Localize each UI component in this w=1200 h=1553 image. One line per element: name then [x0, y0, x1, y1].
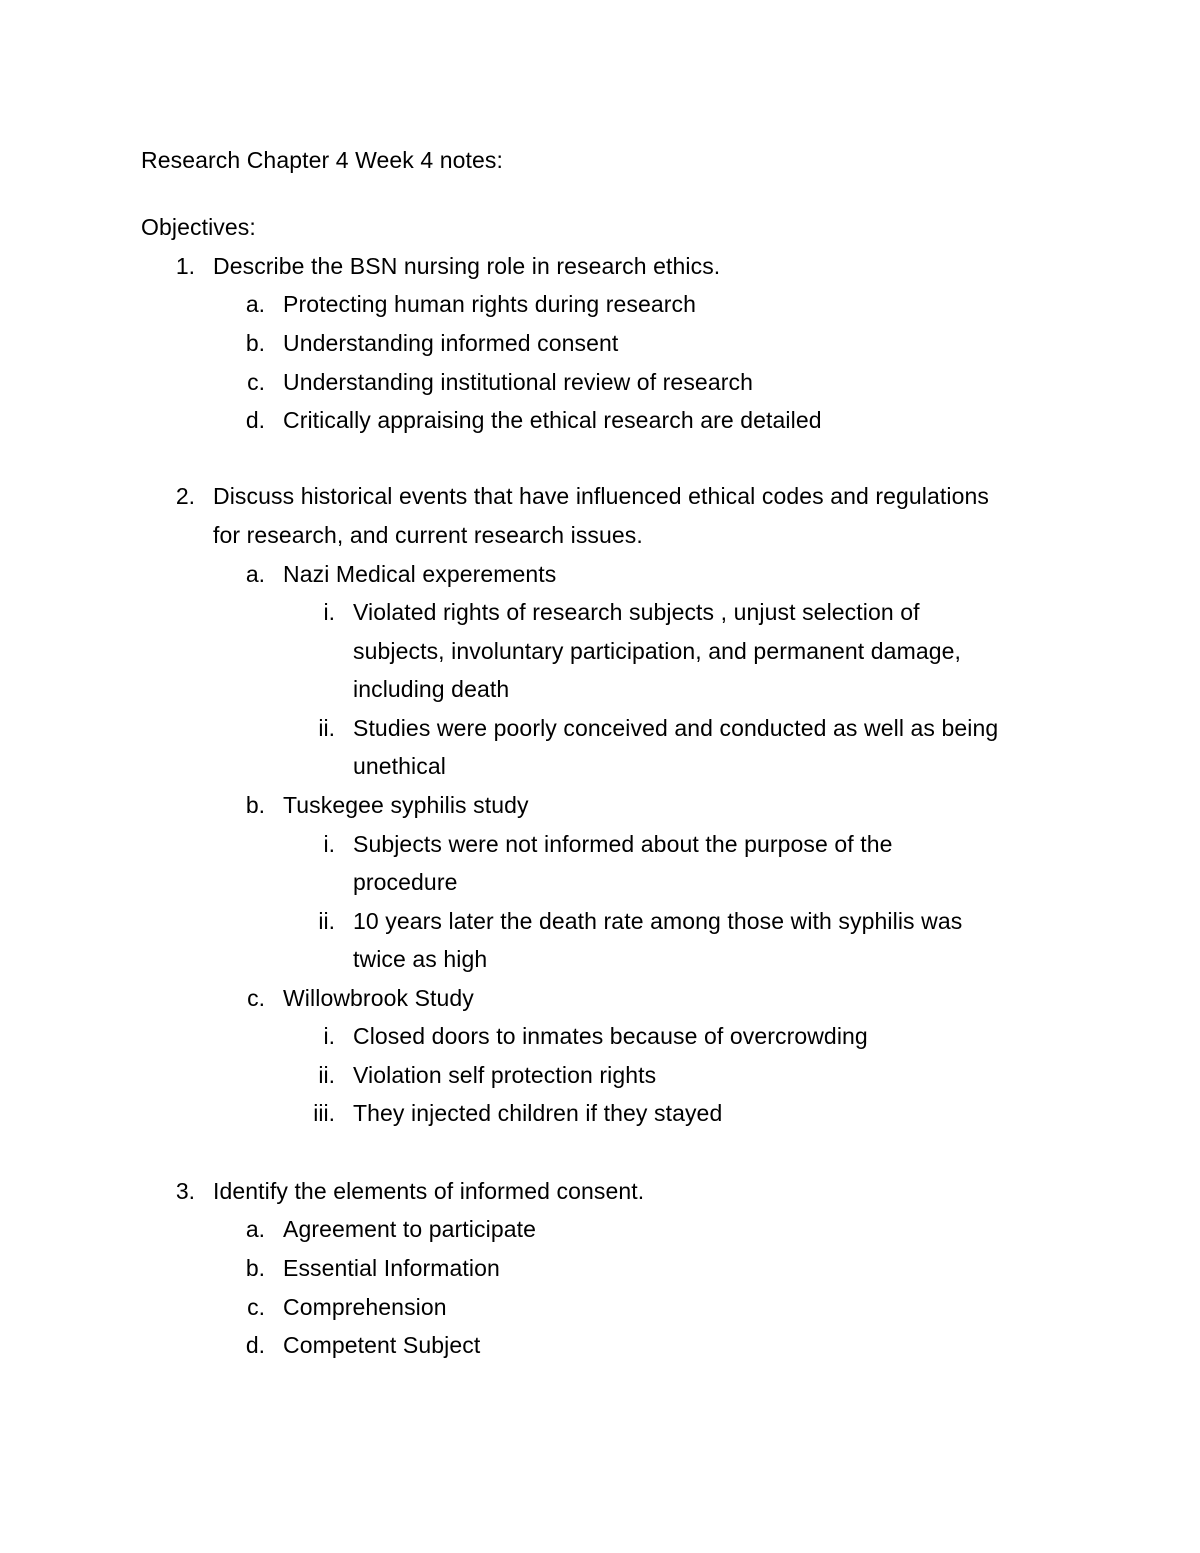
- subitem-marker: i.: [323, 1023, 335, 1049]
- subitem-text: Violation self protection rights: [353, 1062, 657, 1088]
- item-text: Critically appraising the ethical research are detailed: [283, 407, 822, 433]
- subitem-text: twice as high: [353, 946, 488, 972]
- item-text: Comprehension: [283, 1294, 447, 1320]
- item-marker: d.: [245, 1332, 265, 1358]
- objective-marker: 3.: [175, 1178, 195, 1204]
- subitem-text: Violated rights of research subjects , unjust selection of: [353, 599, 920, 625]
- item-marker: a.: [245, 561, 265, 587]
- objective-text: Discuss historical events that have influenced ethical codes and regulations: [213, 483, 989, 509]
- objective-text: Describe the BSN nursing role in research ethics.: [213, 253, 721, 279]
- subitem-marker: iii.: [313, 1100, 335, 1126]
- subitem-text: subjects, involuntary participation, and permanent damage,: [353, 638, 961, 664]
- item-text: Willowbrook Study: [283, 985, 474, 1011]
- item-marker: b.: [245, 792, 265, 818]
- subitem-text: Closed doors to inmates because of overcrowding: [353, 1023, 868, 1049]
- item-marker: b.: [245, 1255, 265, 1281]
- objective-marker: 2.: [175, 483, 195, 509]
- subitem-text: unethical: [353, 753, 446, 779]
- item-text: Essential Information: [283, 1255, 500, 1281]
- item-marker: c.: [247, 985, 265, 1011]
- subitem-text: including death: [353, 676, 510, 702]
- item-marker: c.: [247, 369, 265, 395]
- subitem-text: Studies were poorly conceived and conducted as well as being: [353, 715, 999, 741]
- item-marker: b.: [245, 330, 265, 356]
- subitem-marker: i.: [323, 831, 335, 857]
- subitem-text: Subjects were not informed about the purpose of the: [353, 831, 893, 857]
- item-text: Understanding informed consent: [283, 330, 619, 356]
- item-marker: a.: [245, 1216, 265, 1242]
- item-text: Protecting human rights during research: [283, 291, 697, 317]
- subitem-text: They injected children if they stayed: [353, 1100, 723, 1126]
- objective-text: for research, and current research issues.: [213, 522, 643, 548]
- item-marker: c.: [247, 1294, 265, 1320]
- item-marker: a.: [245, 291, 265, 317]
- subitem-text: procedure: [353, 869, 458, 895]
- item-text: Tuskegee syphilis study: [283, 792, 529, 818]
- subitem-text: 10 years later the death rate among those with syphilis was: [353, 908, 963, 934]
- subitem-marker: ii.: [318, 1062, 335, 1088]
- objectives-heading: Objectives:: [141, 214, 256, 240]
- item-text: Competent Subject: [283, 1332, 481, 1358]
- objective-text: Identify the elements of informed consent.: [213, 1178, 645, 1204]
- subitem-marker: ii.: [318, 908, 335, 934]
- item-marker: d.: [245, 407, 265, 433]
- item-text: Understanding institutional review of research: [283, 369, 753, 395]
- subitem-marker: i.: [323, 599, 335, 625]
- item-text: Nazi Medical experements: [283, 561, 557, 587]
- subitem-marker: ii.: [318, 715, 335, 741]
- objective-marker: 1.: [175, 253, 195, 279]
- document-title: Research Chapter 4 Week 4 notes:: [141, 147, 504, 173]
- item-text: Agreement to participate: [283, 1216, 536, 1242]
